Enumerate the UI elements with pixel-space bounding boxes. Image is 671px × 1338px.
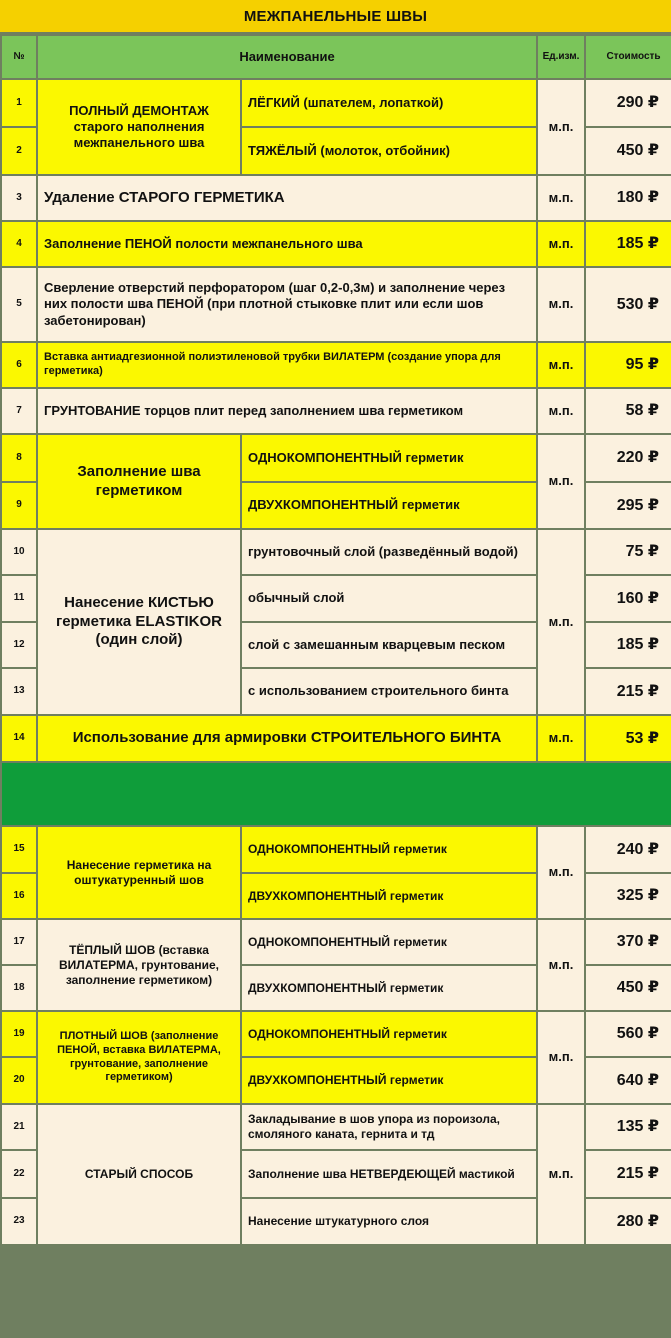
row-num: 3 <box>2 176 36 220</box>
price-cell: 450 ₽ <box>586 128 671 174</box>
row-subitem: ДВУХКОМПОНЕНТНЫЙ герметик <box>242 874 536 918</box>
row-subitem: ДВУХКОМПОНЕНТНЫЙ герметик <box>242 1058 536 1103</box>
row-name: ГРУНТОВАНИЕ торцов плит перед заполнением шва герметиком <box>38 389 536 433</box>
row-subitem: слой с замешанным кварцевым песком <box>242 623 536 667</box>
price-cell: 370 ₽ <box>586 920 671 964</box>
price-cell: 240 ₽ <box>586 827 671 872</box>
price-cell: 135 ₽ <box>586 1105 671 1149</box>
unit-cell: м.п. <box>538 435 584 528</box>
group-label: ТЁПЛЫЙ ШОВ (вставка ВИЛАТЕРМА, грунтование, заполнение герметиком) <box>38 920 240 1010</box>
row-subitem: ОДНОКОМПОНЕНТНЫЙ герметик <box>242 1012 536 1056</box>
price-cell: 58 ₽ <box>586 389 671 433</box>
header-num: № <box>2 36 36 78</box>
price-cell: 180 ₽ <box>586 176 671 220</box>
row-num: 18 <box>2 966 36 1010</box>
unit-cell: м.п. <box>538 827 584 918</box>
row-num: 23 <box>2 1199 36 1244</box>
price-cell: 530 ₽ <box>586 268 671 341</box>
row-name: Заполнение ПЕНОЙ полости межпанельного шва <box>38 222 536 266</box>
row-subitem: обычный слой <box>242 576 536 621</box>
price-cell: 95 ₽ <box>586 343 671 387</box>
unit-cell: м.п. <box>538 389 584 433</box>
price-cell: 185 ₽ <box>586 623 671 667</box>
row-subitem: ЛЁГКИЙ (шпателем, лопаткой) <box>242 80 536 126</box>
unit-cell: м.п. <box>538 1105 584 1244</box>
row-subitem: ТЯЖЁЛЫЙ (молоток, отбойник) <box>242 128 536 174</box>
price-cell: 220 ₽ <box>586 435 671 481</box>
row-subitem: ДВУХКОМПОНЕНТНЫЙ герметик <box>242 483 536 528</box>
unit-cell: м.п. <box>538 222 584 266</box>
price-cell: 185 ₽ <box>586 222 671 266</box>
row-num: 13 <box>2 669 36 714</box>
group-label: ПОЛНЫЙ ДЕМОНТАЖ старого наполнения межпанельного шва <box>38 80 240 174</box>
row-num: 15 <box>2 827 36 872</box>
row-num: 4 <box>2 222 36 266</box>
row-num: 10 <box>2 530 36 574</box>
price-cell: 295 ₽ <box>586 483 671 528</box>
row-num: 7 <box>2 389 36 433</box>
row-num: 5 <box>2 268 36 341</box>
group-label: Заполнение шва герметиком <box>38 435 240 528</box>
price-cell: 75 ₽ <box>586 530 671 574</box>
row-name: Использование для армировки СТРОИТЕЛЬНОГО БИНТА <box>38 716 536 761</box>
row-num: 22 <box>2 1151 36 1197</box>
row-num: 11 <box>2 576 36 621</box>
row-num: 19 <box>2 1012 36 1056</box>
price-cell: 290 ₽ <box>586 80 671 126</box>
unit-cell: м.п. <box>538 530 584 714</box>
header-unit: Ед.изм. <box>538 36 584 78</box>
group-label: Нанесение КИСТЬЮ герметика ELASTIKOR (один слой) <box>38 530 240 714</box>
row-num: 8 <box>2 435 36 481</box>
group-label: ПЛОТНЫЙ ШОВ (заполнение ПЕНОЙ, вставка ВИЛАТЕРМА, грунтование, заполнение герметиком) <box>38 1012 240 1103</box>
unit-cell: м.п. <box>538 920 584 1010</box>
unit-cell: м.п. <box>538 176 584 220</box>
row-num: 16 <box>2 874 36 918</box>
unit-cell: м.п. <box>538 80 584 174</box>
row-num: 21 <box>2 1105 36 1149</box>
row-num: 9 <box>2 483 36 528</box>
price-cell: 215 ₽ <box>586 1151 671 1197</box>
row-name: Сверление отверстий перфоратором (шаг 0,2-0,3м) и заполнение через них полости шва ПЕНОЙ (при плотной стыковке плит или если шов забетонирован) <box>38 268 536 341</box>
row-name: Вставка антиадгезионной полиэтиленовой трубки ВИЛАТЕРМ (создание упора для герметика) <box>38 343 536 387</box>
row-subitem: ОДНОКОМПОНЕНТНЫЙ герметик <box>242 827 536 872</box>
page-title: МЕЖПАНЕЛЬНЫЕ ШВЫ <box>0 0 671 34</box>
price-cell: 53 ₽ <box>586 716 671 761</box>
header-name: Наименование <box>38 36 536 78</box>
unit-cell: м.п. <box>538 268 584 341</box>
group-label: СТАРЫЙ СПОСОБ <box>38 1105 240 1244</box>
row-subitem: Нанесение штукатурного слоя <box>242 1199 536 1244</box>
price-cell: 280 ₽ <box>586 1199 671 1244</box>
price-cell: 215 ₽ <box>586 669 671 714</box>
row-num: 12 <box>2 623 36 667</box>
row-num: 6 <box>2 343 36 387</box>
row-num: 1 <box>2 80 36 126</box>
row-num: 14 <box>2 716 36 761</box>
price-cell: 325 ₽ <box>586 874 671 918</box>
row-name: Удаление СТАРОГО ГЕРМЕТИКА <box>38 176 536 220</box>
row-subitem: Заполнение шва НЕТВЕРДЕЮЩЕЙ мастикой <box>242 1151 536 1197</box>
price-cell: 160 ₽ <box>586 576 671 621</box>
unit-cell: м.п. <box>538 343 584 387</box>
row-subitem: ОДНОКОМПОНЕНТНЫЙ герметик <box>242 920 536 964</box>
row-num: 17 <box>2 920 36 964</box>
price-table <box>0 34 671 1338</box>
price-cell: 450 ₽ <box>586 966 671 1010</box>
group-label: Нанесение герметика на оштукатуренный шов <box>38 827 240 918</box>
unit-cell: м.п. <box>538 1012 584 1103</box>
section-separator <box>2 763 671 825</box>
row-subitem: грунтовочный слой (разведённый водой) <box>242 530 536 574</box>
row-subitem: ОДНОКОМПОНЕНТНЫЙ герметик <box>242 435 536 481</box>
row-subitem: Закладывание в шов упора из пороизола, смоляного каната, гернита и тд <box>242 1105 536 1149</box>
header-price: Стоимость <box>586 36 671 78</box>
row-num: 20 <box>2 1058 36 1103</box>
price-cell: 640 ₽ <box>586 1058 671 1103</box>
row-num: 2 <box>2 128 36 174</box>
unit-cell: м.п. <box>538 716 584 761</box>
row-subitem: с использованием строительного бинта <box>242 669 536 714</box>
row-subitem: ДВУХКОМПОНЕНТНЫЙ герметик <box>242 966 536 1010</box>
price-cell: 560 ₽ <box>586 1012 671 1056</box>
